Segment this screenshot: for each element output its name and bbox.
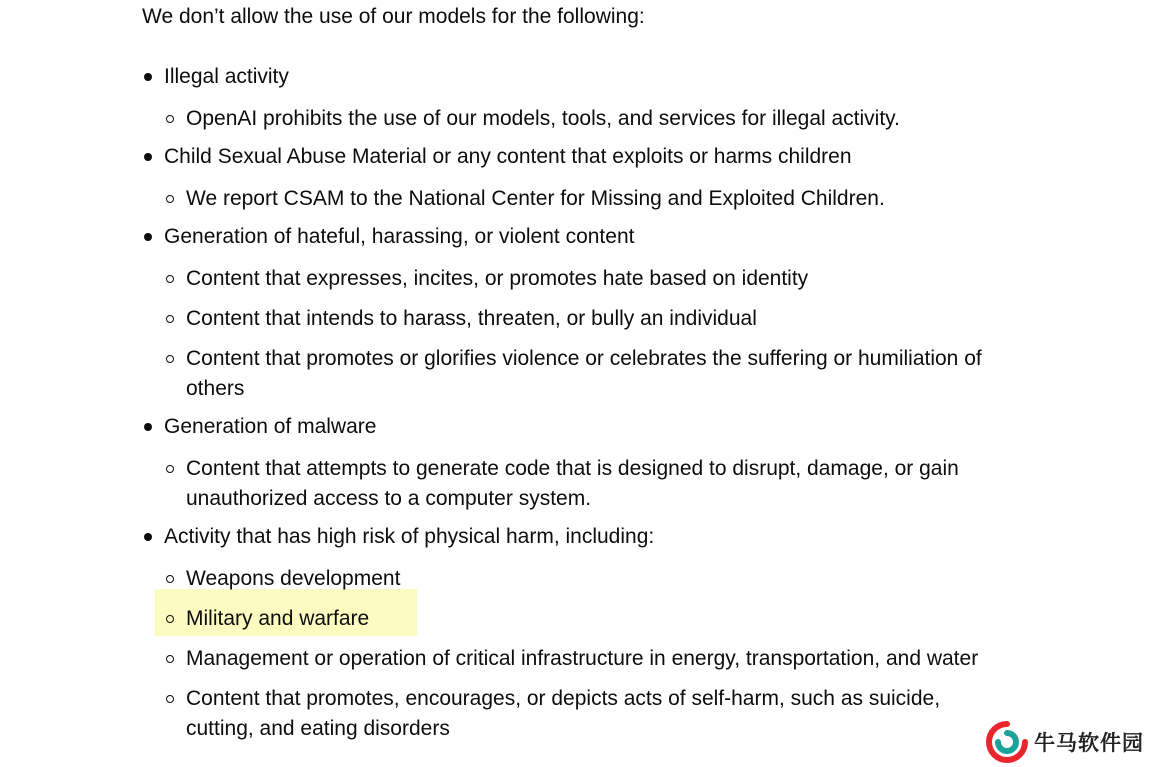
circle-bullet-icon	[166, 655, 174, 663]
bullet-icon	[144, 153, 152, 161]
bullet-icon	[144, 423, 152, 431]
list-item	[142, 414, 992, 514]
sub-list	[142, 454, 992, 514]
list-item-label: Child Sexual Abuse Material or any content that exploits or harms children	[164, 145, 852, 168]
watermark-logo-icon	[986, 721, 1028, 763]
sub-list-item: Weapons development	[142, 564, 992, 594]
list-item-label: Generation of malware	[164, 415, 377, 438]
list-item	[142, 144, 992, 214]
sub-list-item: Content that promotes, encourages, or depicts acts of self-harm, such as suicide, cutting, and eating disorders	[142, 684, 992, 744]
intro-text: We don’t allow the use of our models for the following:	[142, 5, 645, 28]
watermark-text: 牛马软件园	[1034, 731, 1144, 755]
circle-bullet-icon	[166, 315, 174, 323]
sub-list	[142, 564, 992, 744]
list-item-label: Generation of hateful, harassing, or violent content	[164, 225, 635, 248]
list-item	[142, 524, 992, 744]
sub-list-item: Content that intends to harass, threaten, or bully an individual	[142, 304, 992, 334]
sub-list-item: Content that expresses, incites, or promotes hate based on identity	[142, 264, 992, 294]
sub-list-item: OpenAI prohibits the use of our models, tools, and services for illegal activity.	[142, 104, 992, 134]
sub-list-item-highlighted: Military and warfare	[142, 604, 992, 634]
circle-bullet-icon	[166, 465, 174, 473]
list-item-label: Illegal activity	[164, 65, 289, 88]
circle-bullet-icon	[166, 695, 174, 703]
sub-list	[142, 184, 992, 214]
list-item	[142, 64, 992, 134]
bullet-icon	[144, 233, 152, 241]
sub-list-item: Content that promotes or glorifies violence or celebrates the suffering or humiliation of others	[142, 344, 992, 404]
list-item	[142, 224, 992, 404]
circle-bullet-icon	[166, 275, 174, 283]
bullet-icon	[144, 533, 152, 541]
bullet-icon	[144, 73, 152, 81]
sub-list-item: We report CSAM to the National Center for Missing and Exploited Children.	[142, 184, 992, 214]
sub-list-item: Management or operation of critical infrastructure in energy, transportation, and water	[142, 644, 992, 674]
sub-list-item: Content that attempts to generate code that is designed to disrupt, damage, or gain unauthorized access to a computer system.	[142, 454, 992, 514]
prohibited-use-list	[142, 64, 992, 754]
circle-bullet-icon	[166, 575, 174, 583]
sub-list	[142, 264, 992, 404]
circle-bullet-icon	[166, 355, 174, 363]
sub-list	[142, 104, 992, 134]
circle-bullet-icon	[166, 115, 174, 123]
circle-bullet-icon	[166, 615, 174, 623]
circle-bullet-icon	[166, 195, 174, 203]
list-item-label: Activity that has high risk of physical harm, including:	[164, 525, 655, 548]
watermark	[982, 716, 1164, 767]
